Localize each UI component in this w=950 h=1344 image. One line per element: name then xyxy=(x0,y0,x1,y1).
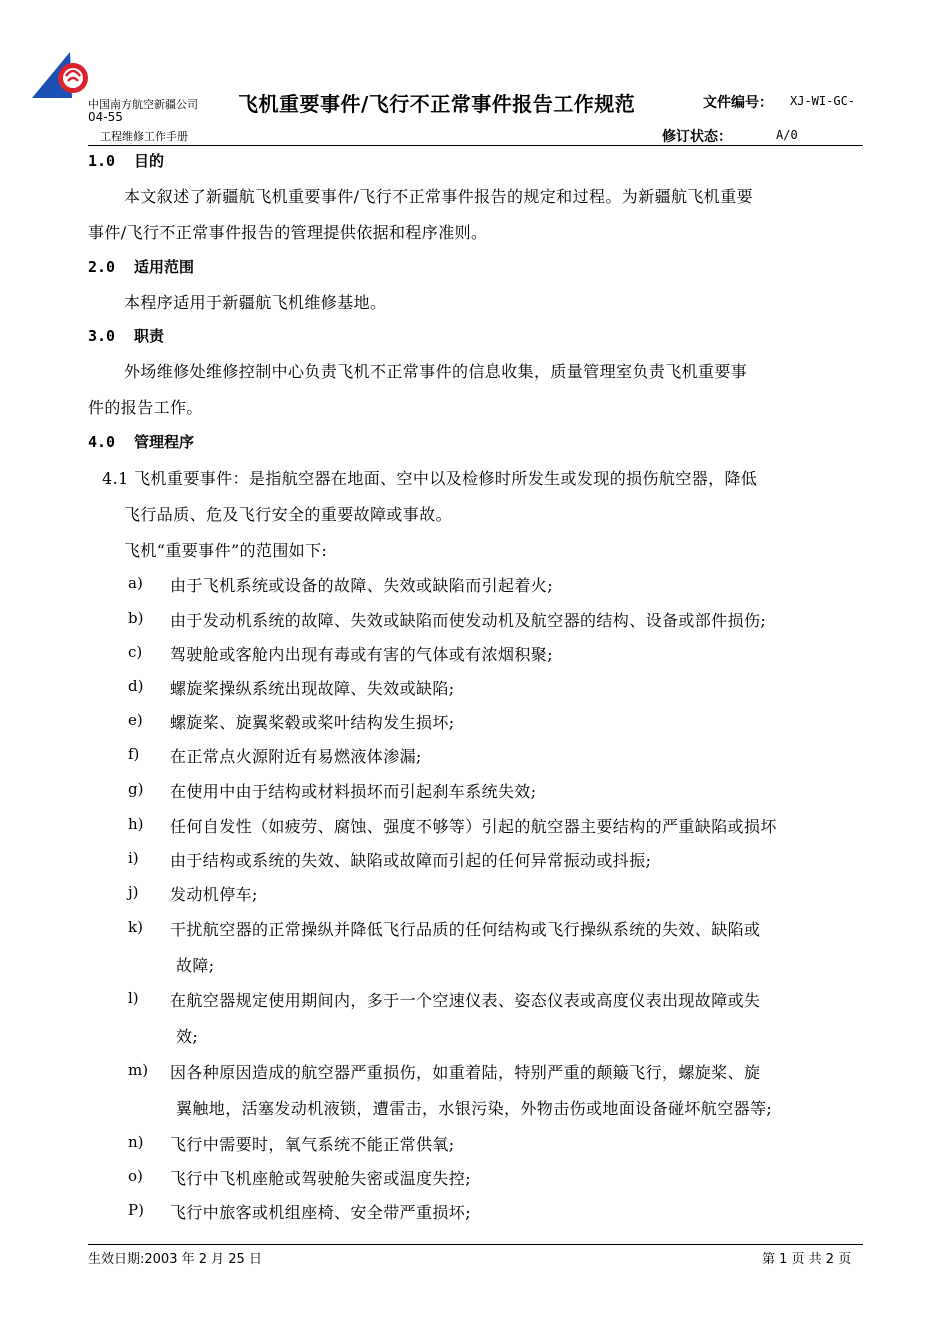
list-label: j) xyxy=(128,883,139,901)
section-number: 2.0 xyxy=(88,258,116,276)
paragraph: 本程序适用于新疆航飞机维修基地。 xyxy=(124,293,387,312)
list-item: 任何自发性（如疲劳、腐蚀、强度不够等）引起的航空器主要结构的严重缺陷或损坏 xyxy=(170,817,777,836)
list-item-continued: 故障; xyxy=(176,956,215,975)
list-label: d) xyxy=(128,677,144,695)
list-label: P) xyxy=(128,1201,144,1219)
paragraph: 本文叙述了新疆航飞机重要事件/飞行不正常事件报告的规定和过程。为新疆航飞机重要 xyxy=(124,187,753,206)
section-title: 适用范围 xyxy=(134,258,195,276)
section-heading xyxy=(88,256,194,277)
list-label: i) xyxy=(128,849,139,867)
footer-divider xyxy=(88,1244,863,1245)
list-item: 驾驶舱或客舱内出现有毒或有害的气体或有浓烟积聚; xyxy=(170,645,553,664)
list-item-continued: 效; xyxy=(176,1027,199,1046)
list-label: b) xyxy=(128,609,144,627)
list-item: 在正常点火源附近有易燃液体渗漏; xyxy=(170,747,422,766)
section-title: 职责 xyxy=(134,327,165,345)
effective-date: 生效日期:2003 年 2 月 25 日 xyxy=(88,1252,262,1267)
list-label: c) xyxy=(128,643,143,661)
paragraph: 件的报告工作。 xyxy=(88,398,203,417)
section-heading xyxy=(88,325,164,346)
section-title: 目的 xyxy=(134,152,165,170)
list-item: 因各种原因造成的航空器严重损伤，如重着陆，特别严重的颠簸飞行，螺旋桨、旋 xyxy=(170,1063,761,1082)
list-item: 由于结构或系统的失效、缺陷或故障而引起的任何异常振动或抖振; xyxy=(170,851,652,870)
list-item: 在使用中由于结构或材料损坏而引起刹车系统失效; xyxy=(170,782,537,801)
list-label: n) xyxy=(128,1133,144,1151)
list-item: 飞行中需要时，氧气系统不能正常供氧; xyxy=(170,1135,455,1154)
list-item: 飞行中飞机座舱或驾驶舱失密或温度失控; xyxy=(170,1169,471,1188)
paragraph: 事件/飞行不正常事件报告的管理提供依据和程序准则。 xyxy=(88,223,488,242)
list-label: l) xyxy=(128,989,139,1007)
list-label: f) xyxy=(128,745,140,763)
company-name: 中国南方航空新疆公司 xyxy=(88,98,198,111)
list-item: 发动机停车; xyxy=(170,885,258,904)
header-divider xyxy=(88,145,863,146)
manual-name: 工程维修工作手册 xyxy=(100,130,188,143)
file-number-label: 文件编号： xyxy=(703,95,773,111)
section-heading xyxy=(88,431,194,452)
section-number: 3.0 xyxy=(88,327,116,345)
list-item: 由于飞机系统或设备的故障、失效或缺陷而引起着火; xyxy=(170,576,553,595)
list-item: 飞行中旅客或机组座椅、安全带严重损坏; xyxy=(170,1203,471,1222)
section-number: 4.0 xyxy=(88,433,116,451)
paragraph: 4.1 飞机重要事件：是指航空器在地面、空中以及检修时所发生或发现的损伤航空器，降低 xyxy=(102,469,758,488)
list-label: o) xyxy=(128,1167,143,1185)
file-number-continued: 04-55 xyxy=(88,110,123,124)
list-item-continued: 翼触地，活塞发动机液锁，遭雷击，水银污染，外物击伤或地面设备碰坏航空器等; xyxy=(176,1099,773,1118)
document-title: 飞机重要事件/飞行不正常事件报告工作规范 xyxy=(238,92,636,116)
list-label: m) xyxy=(128,1061,149,1079)
paragraph: 飞行品质、危及飞行安全的重要故障或事故。 xyxy=(124,505,453,524)
revision-value: A/0 xyxy=(776,128,798,142)
list-item: 干扰航空器的正常操纵并降低飞行品质的任何结构或飞行操纵系统的失效、缺陷或 xyxy=(170,920,761,939)
list-item: 螺旋桨、旋翼桨毂或桨叶结构发生损坏; xyxy=(170,713,455,732)
list-label: h) xyxy=(128,815,144,833)
list-item: 螺旋桨操纵系统出现故障、失效或缺陷; xyxy=(170,679,455,698)
list-item: 在航空器规定使用期间内，多于一个空速仪表、姿态仪表或高度仪表出现故障或失 xyxy=(170,991,761,1010)
list-label: a) xyxy=(128,574,143,592)
list-label: e) xyxy=(128,711,143,729)
list-item: 由于发动机系统的故障、失效或缺陷而使发动机及航空器的结构、设备或部件损伤; xyxy=(170,611,767,630)
section-title: 管理程序 xyxy=(134,433,195,451)
page-number: 第 1 页 共 2 页 xyxy=(762,1252,852,1267)
revision-label: 修订状态： xyxy=(662,129,732,145)
file-number: XJ-WI-GC- xyxy=(790,94,856,108)
paragraph: 飞机“重要事件”的范围如下: xyxy=(124,541,328,560)
section-number: 1.0 xyxy=(88,152,116,170)
list-label: k) xyxy=(128,918,143,936)
company-logo xyxy=(30,46,100,100)
list-label: g) xyxy=(128,780,144,798)
paragraph: 外场维修处维修控制中心负责飞机不正常事件的信息收集，质量管理室负责飞机重要事 xyxy=(124,362,748,381)
section-heading xyxy=(88,150,164,171)
